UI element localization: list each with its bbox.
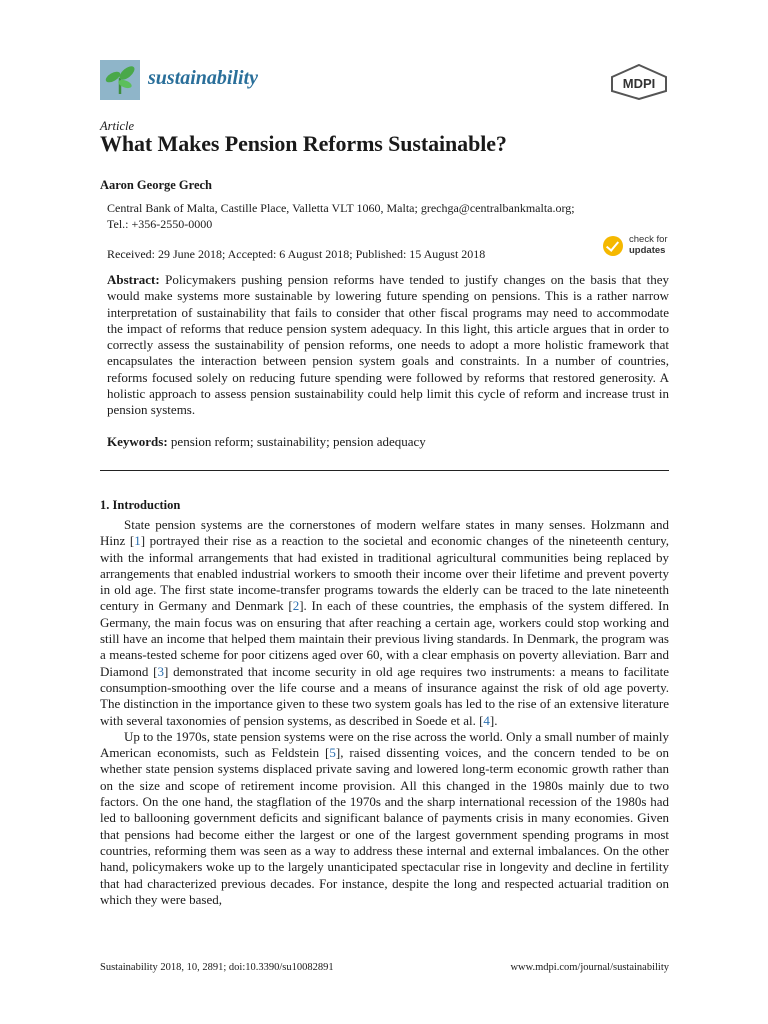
citation-link[interactable]: 2 — [292, 598, 300, 614]
text-run: State pension systems are the cornerstones of modern welfare states in many senses. Holzmann and Hinz [ — [100, 517, 669, 549]
keywords — [107, 434, 426, 450]
article-type: Article — [100, 119, 135, 133]
text-run: ], raised dissenting voices, and the concern tended to be on whether state pension systems displaced private saving and lowered long-term economic growth rather than on the size and scope of retirement income provision. All this changed in the 1980s mainly due to two factors. On the one hand, the stagflation of the 1970s and the sharp international recession of the 1980s had led to ballooning government deficits and significant balance of payments crisis in many economies. Given that pensions had become either the largest or one of the largest government spending programs in most countries, reforming them was seen as a way to address these internal and external imbalances. On the other hand, policymakers woke up to the largely unanticipated spectacular rise in longevity and decline in fertility that had characterized previous decades. For instance, despite the long and respected actuarial tradition on which they were based, — [100, 745, 669, 907]
author-name: Aaron George Grech — [100, 178, 213, 192]
journal-logo-icon — [100, 60, 140, 100]
abstract — [107, 272, 669, 419]
section-divider — [100, 470, 669, 471]
citation-link[interactable]: 3 — [157, 663, 164, 679]
checkmark-icon — [603, 236, 623, 256]
journal-name: sustainability — [148, 67, 259, 89]
citation-link[interactable]: 1 — [134, 533, 141, 549]
keywords-label: Keywords: — [107, 434, 168, 449]
text-run: ]. — [489, 712, 498, 728]
text-run: ]. In each of these countries, the emphasis of the system differed. In Germany, the main focus was on ensuring that after reaching a certain age, workers could stop working and still have an income that helped them maintain their previous living standards. In Denmark, the program was a means-tested scheme for poor citizens aged over 60, with a clear emphasis on poverty alleviation. Barr and Diamond [ — [100, 598, 670, 679]
citation-link[interactable]: 5 — [329, 745, 336, 761]
section-heading: 1. Introduction — [100, 498, 181, 512]
paragraph — [100, 517, 669, 729]
paragraph — [100, 729, 669, 908]
keywords-text: pension reform; sustainability; pension adequacy — [170, 434, 426, 449]
check-updates-line2: updates — [629, 245, 666, 256]
contact-phone: Tel.: +356-2550-0000 — [107, 217, 213, 231]
publication-dates: Received: 29 June 2018; Accepted: 6 August 2018; Published: 15 August 2018 — [107, 247, 486, 261]
citation-link[interactable]: 4 — [483, 712, 490, 728]
body-text — [100, 517, 669, 908]
text-run: Up to the 1970s, state pension systems were on the rise across the world. Only a small number of mainly American economists, such as Feldstein [ — [100, 728, 669, 761]
article-title: What Makes Pension Reforms Sustainable? — [100, 131, 507, 156]
text-run: ] demonstrated that income security in old age requires two instruments: a means to facilitate consumption-smoothing over the life course and a means of insurance against the risk of old age poverty. The distinction in the importance given to these two system goals has led to the rise of an extensive literature with several taxonomies of pension systems, as described in Soede et al. [ — [100, 663, 669, 728]
mdpi-logo-text: MDPI — [622, 76, 656, 91]
abstract-label: Abstract: — [107, 272, 160, 287]
footer-citation: Sustainability 2018, 10, 2891; doi:10.3390/su10082891 — [100, 962, 334, 973]
mdpi-logo-icon — [609, 64, 669, 100]
text-run: ] portrayed their rise as a reaction to the societal and economic changes of the nineteenth century, with the informal arrangements that had existed in traditional agricultural communities being replaced by arrangements that enabled industrial workers to smooth their income over their lifetime and prevent poverty in old age. The first state income-transfer programs towards the elderly can be traced to the late nineteenth century in Germany and Denmark [ — [100, 533, 669, 614]
check-updates-line1: check for — [629, 234, 668, 245]
affiliation-line: Central Bank of Malta, Castille Place, Valletta VLT 1060, Malta; grechga@centralbankmalta.org; — [107, 201, 575, 215]
footer-journal-url[interactable]: www.mdpi.com/journal/sustainability — [510, 962, 669, 973]
abstract-text: Policymakers pushing pension reforms have tended to justify changes on the basis that they would make systems more sustainable by lowering future spending on pensions. This is a rather narrow interpretation of sustainability that fails to consider that other fiscal programs may need to accommodate the impact of reforms that reduce pension system adequacy. In this light, this article argues that in order to correctly assess the sustainability of pension reforms, one needs to adopt a more holistic framework that encapsulates the interaction between pension system goals and constraints. In a number of countries, reforms focused solely on reducing future spending were followed by reforms that restored generosity. A holistic approach to assess pension sustainability could help limit this cycle of reform and increase trust in pension systems. — [107, 272, 669, 418]
check-for-updates-badge[interactable] — [603, 233, 673, 261]
